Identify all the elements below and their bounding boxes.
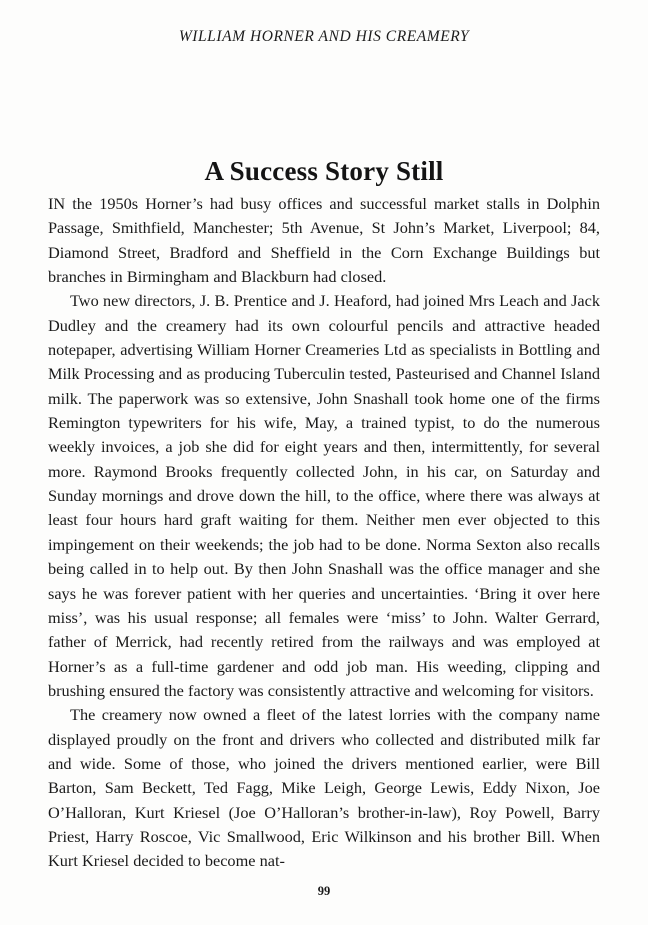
page-title: A Success Story Still: [204, 156, 444, 187]
running-head: WILLIAM HORNER AND HIS CREAMERY: [178, 28, 470, 45]
paragraph: Two new directors, J. B. Prentice and J. Heaford, had joined Mrs Leach and Jack Dudley and the creamery had its own colourful pencils and attractive headed notepaper, advertising William Horner Creameries Ltd as specialists in Bottling and Milk Processing and as producing Tuberculin tested, Pasteurised and Channel Island milk. The paperwork was so extensive, John Snashall took home one of the firms Remington typewriters for his wife, May, a trained typist, to do the numerous weekly invoices, a job she did for eight years and then, intermittently, for several more. Raymond Brooks frequently collected John, in his car, on Saturday and Sunday mornings and drove down the hill, to the office, where there was always at least four hours hard graft waiting for them. Neither men ever objected to this impingement on their weekends; the job had to be done. Norma Sexton also recalls being called in to help out. By then John Snashall was the office manager and she says he was forever patient with her queries and uncertainties. ‘Bring it over here miss’, was his usual response; all females were ‘miss’ to John. Walter Gerrard, father of Merrick, had recently retired from the railways and was employed at Horner’s as a full-time gardener and odd job man. His weeding, clipping and brushing ensured the factory was consistently attractive and welcoming for visitors.: [48, 291, 600, 700]
page-number: 99: [317, 884, 331, 898]
body-text-block: [48, 192, 600, 874]
paragraph: The creamery now owned a fleet of the latest lorries with the company name displayed proudly on the front and drivers who collected and distributed milk far and wide. Some of those, who joined the drivers mentioned earlier, were Bill Barton, Sam Beckett, Ted Fagg, Mike Leigh, George Lewis, Eddy Nixon, Joe O’Halloran, Kurt Kriesel (Joe O’Halloran’s brother-in-law), Roy Powell, Barry Priest, Harry Roscoe, Vic Smallwood, Eric Wilkinson and his brother Bill. When Kurt Kriesel decided to become nat-: [48, 705, 600, 871]
paragraph: IN the 1950s Horner’s had busy offices and successful market stalls in Dolphin Passage, Smithfield, Manchester; 5th Avenue, St John’s Market, Liverpool; 84, Diamond Street, Bradford and Sheffield in the Corn Exchange Buildings but branches in Birmingham and Blackburn had closed.: [48, 194, 600, 287]
